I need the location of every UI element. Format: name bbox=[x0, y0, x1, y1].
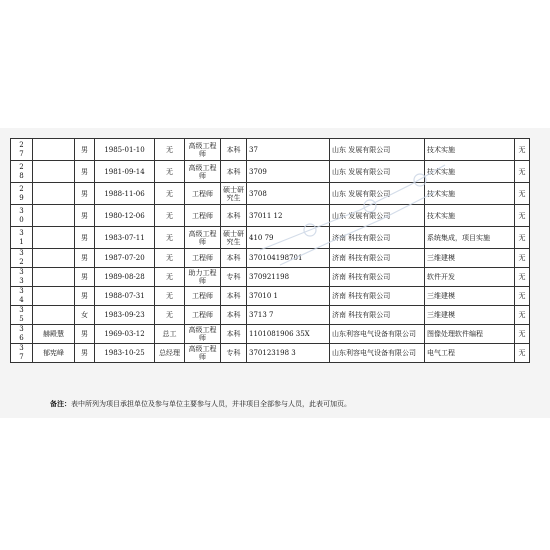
cell-company: 山东 发展有限公司 bbox=[330, 183, 425, 205]
cell-id-number: 1101081906 35X bbox=[247, 325, 330, 344]
cell-birth-date: 1988-11-06 bbox=[95, 183, 155, 205]
cell-row-number bbox=[11, 161, 33, 183]
cell-gender: 男 bbox=[75, 205, 95, 227]
table-footnote bbox=[50, 399, 351, 409]
cell-role: 电气工程 bbox=[425, 344, 515, 363]
cell-birth-date: 1983-09-23 bbox=[95, 306, 155, 325]
cell-degree: 本科 bbox=[221, 287, 247, 306]
cell-position: 无 bbox=[155, 287, 185, 306]
cell-id-number: 410 79 bbox=[247, 227, 330, 249]
cell-gender: 女 bbox=[75, 306, 95, 325]
cell-gender: 男 bbox=[75, 249, 95, 268]
cell-position: 无 bbox=[155, 139, 185, 161]
row-number-digit: 3 bbox=[19, 325, 24, 333]
cell-row-number bbox=[11, 306, 33, 325]
cell-name bbox=[33, 227, 75, 249]
cell-birth-date: 1981-09-14 bbox=[95, 161, 155, 183]
cell-position: 总工 bbox=[155, 325, 185, 344]
table-row bbox=[11, 139, 530, 161]
cell-professional-title: 工程师 bbox=[185, 205, 221, 227]
row-number-digit: 3 bbox=[19, 249, 24, 257]
cell-birth-date: 1983-07-11 bbox=[95, 227, 155, 249]
cell-row-number bbox=[11, 183, 33, 205]
cell-position: 无 bbox=[155, 161, 185, 183]
cell-other: 无 bbox=[515, 287, 530, 306]
cell-other: 无 bbox=[515, 268, 530, 287]
cell-birth-date: 1988-07-31 bbox=[95, 287, 155, 306]
row-number-digit: 7 bbox=[19, 149, 24, 158]
cell-name bbox=[33, 139, 75, 161]
cell-company: 济南 科技有限公司 bbox=[330, 227, 425, 249]
cell-id-number: 3708 bbox=[247, 183, 330, 205]
row-number-digit: 3 bbox=[19, 268, 24, 276]
cell-position: 无 bbox=[155, 306, 185, 325]
table-row bbox=[11, 183, 530, 205]
cell-name: 郁宪峰 bbox=[33, 344, 75, 363]
cell-name bbox=[33, 268, 75, 287]
cell-company: 山东 发展有限公司 bbox=[330, 161, 425, 183]
cell-gender: 男 bbox=[75, 227, 95, 249]
cell-name bbox=[33, 183, 75, 205]
row-number-digit: 9 bbox=[19, 193, 24, 202]
cell-company: 济南 科技有限公司 bbox=[330, 306, 425, 325]
personnel-table bbox=[10, 138, 530, 363]
row-number-digit: 3 bbox=[19, 306, 24, 314]
cell-gender: 男 bbox=[75, 325, 95, 344]
cell-professional-title: 工程师 bbox=[185, 306, 221, 325]
cell-gender: 男 bbox=[75, 139, 95, 161]
cell-company: 山东利容电气设备有限公司 bbox=[330, 325, 425, 344]
row-number-digit: 8 bbox=[19, 171, 24, 180]
footnote-label: 备注： bbox=[50, 399, 71, 408]
cell-other: 无 bbox=[515, 161, 530, 183]
cell-role: 技术实施 bbox=[425, 161, 515, 183]
table-row bbox=[11, 306, 530, 325]
row-number-digit: 3 bbox=[19, 287, 24, 295]
cell-name bbox=[33, 287, 75, 306]
cell-other: 无 bbox=[515, 344, 530, 363]
cell-position: 总经理 bbox=[155, 344, 185, 363]
table-row bbox=[11, 249, 530, 268]
cell-row-number bbox=[11, 205, 33, 227]
cell-gender: 男 bbox=[75, 161, 95, 183]
cell-role: 技术实施 bbox=[425, 139, 515, 161]
cell-company: 山东 发展有限公司 bbox=[330, 139, 425, 161]
personnel-table-container bbox=[10, 138, 529, 363]
cell-degree: 专科 bbox=[221, 268, 247, 287]
cell-role: 三维建模 bbox=[425, 287, 515, 306]
cell-row-number bbox=[11, 227, 33, 249]
table-row bbox=[11, 205, 530, 227]
cell-degree: 硕士研究生 bbox=[221, 227, 247, 249]
cell-professional-title: 高级工程师 bbox=[185, 161, 221, 183]
cell-professional-title: 工程师 bbox=[185, 183, 221, 205]
cell-id-number: 370921198 bbox=[247, 268, 330, 287]
cell-row-number bbox=[11, 344, 33, 363]
row-number-digit: 1 bbox=[19, 237, 24, 246]
cell-role: 技术实施 bbox=[425, 205, 515, 227]
cell-role: 三维建模 bbox=[425, 306, 515, 325]
table-row bbox=[11, 287, 530, 306]
cell-other: 无 bbox=[515, 205, 530, 227]
cell-role: 软件开发 bbox=[425, 268, 515, 287]
cell-professional-title: 高级工程师 bbox=[185, 139, 221, 161]
cell-gender: 男 bbox=[75, 183, 95, 205]
cell-id-number: 3709 bbox=[247, 161, 330, 183]
cell-professional-title: 工程师 bbox=[185, 287, 221, 306]
row-number-digit: 2 bbox=[19, 258, 24, 266]
cell-company: 济南 科技有限公司 bbox=[330, 268, 425, 287]
cell-birth-date: 1980-12-06 bbox=[95, 205, 155, 227]
cell-degree: 本科 bbox=[221, 205, 247, 227]
cell-gender: 男 bbox=[75, 287, 95, 306]
row-number-digit: 6 bbox=[19, 334, 24, 342]
cell-professional-title: 高级工程师 bbox=[185, 325, 221, 344]
cell-degree: 本科 bbox=[221, 161, 247, 183]
cell-professional-title: 助力工程师 bbox=[185, 268, 221, 287]
cell-birth-date: 1987-07-20 bbox=[95, 249, 155, 268]
cell-id-number: 37 bbox=[247, 139, 330, 161]
cell-name bbox=[33, 306, 75, 325]
row-number-digit: 5 bbox=[19, 315, 24, 323]
cell-company: 济南 科技有限公司 bbox=[330, 287, 425, 306]
cell-id-number: 370104198701 bbox=[247, 249, 330, 268]
cell-id-number: 370123198 3 bbox=[247, 344, 330, 363]
row-number-digit: 2 bbox=[19, 184, 24, 193]
cell-gender: 男 bbox=[75, 268, 95, 287]
table-row bbox=[11, 161, 530, 183]
cell-company: 济南 科技有限公司 bbox=[330, 249, 425, 268]
cell-professional-title: 工程师 bbox=[185, 249, 221, 268]
cell-other: 无 bbox=[515, 325, 530, 344]
cell-name bbox=[33, 205, 75, 227]
cell-other: 无 bbox=[515, 183, 530, 205]
cell-row-number bbox=[11, 139, 33, 161]
cell-other: 无 bbox=[515, 306, 530, 325]
cell-row-number bbox=[11, 325, 33, 344]
cell-role: 系统集成，项目实施 bbox=[425, 227, 515, 249]
table-row bbox=[11, 325, 530, 344]
table-body bbox=[11, 139, 530, 363]
cell-position: 无 bbox=[155, 183, 185, 205]
table-row bbox=[11, 344, 530, 363]
cell-position: 无 bbox=[155, 249, 185, 268]
cell-company: 山东 发展有限公司 bbox=[330, 205, 425, 227]
row-number-digit: 3 bbox=[19, 228, 24, 237]
cell-position: 无 bbox=[155, 205, 185, 227]
cell-role: 三维建模 bbox=[425, 249, 515, 268]
cell-role: 图像处理软件编程 bbox=[425, 325, 515, 344]
cell-position: 无 bbox=[155, 227, 185, 249]
row-number-digit: 4 bbox=[19, 296, 24, 304]
cell-birth-date: 1985-01-10 bbox=[95, 139, 155, 161]
cell-other: 无 bbox=[515, 227, 530, 249]
cell-position: 无 bbox=[155, 268, 185, 287]
row-number-digit: 0 bbox=[19, 215, 24, 224]
cell-row-number bbox=[11, 268, 33, 287]
cell-company: 山东利容电气设备有限公司 bbox=[330, 344, 425, 363]
table-row bbox=[11, 268, 530, 287]
cell-degree: 专科 bbox=[221, 344, 247, 363]
cell-degree: 本科 bbox=[221, 249, 247, 268]
cell-professional-title: 高级工程师 bbox=[185, 227, 221, 249]
cell-degree: 本科 bbox=[221, 139, 247, 161]
row-number-digit: 7 bbox=[19, 353, 24, 361]
cell-name: 赫殿慧 bbox=[33, 325, 75, 344]
row-number-digit: 3 bbox=[19, 344, 24, 352]
cell-gender: 男 bbox=[75, 344, 95, 363]
table-row bbox=[11, 227, 530, 249]
row-number-digit: 3 bbox=[19, 206, 24, 215]
cell-id-number: 37011 12 bbox=[247, 205, 330, 227]
cell-degree: 本科 bbox=[221, 306, 247, 325]
cell-other: 无 bbox=[515, 139, 530, 161]
cell-birth-date: 1989-08-28 bbox=[95, 268, 155, 287]
cell-role: 技术实施 bbox=[425, 183, 515, 205]
cell-degree: 硕士研究生 bbox=[221, 183, 247, 205]
row-number-digit: 2 bbox=[19, 140, 24, 149]
cell-other: 无 bbox=[515, 249, 530, 268]
cell-row-number bbox=[11, 287, 33, 306]
row-number-digit: 3 bbox=[19, 277, 24, 285]
cell-name bbox=[33, 161, 75, 183]
cell-id-number: 3713 7 bbox=[247, 306, 330, 325]
cell-birth-date: 1983-10-25 bbox=[95, 344, 155, 363]
cell-name bbox=[33, 249, 75, 268]
row-number-digit: 2 bbox=[19, 162, 24, 171]
cell-id-number: 37010 1 bbox=[247, 287, 330, 306]
footnote-text: 表中所列为项目承担单位及参与单位主要参与人员，并非项目全部参与人员，此表可加页。 bbox=[71, 400, 351, 408]
cell-professional-title: 高级工程师 bbox=[185, 344, 221, 363]
cell-birth-date: 1969-03-12 bbox=[95, 325, 155, 344]
cell-row-number bbox=[11, 249, 33, 268]
cell-degree: 本科 bbox=[221, 325, 247, 344]
